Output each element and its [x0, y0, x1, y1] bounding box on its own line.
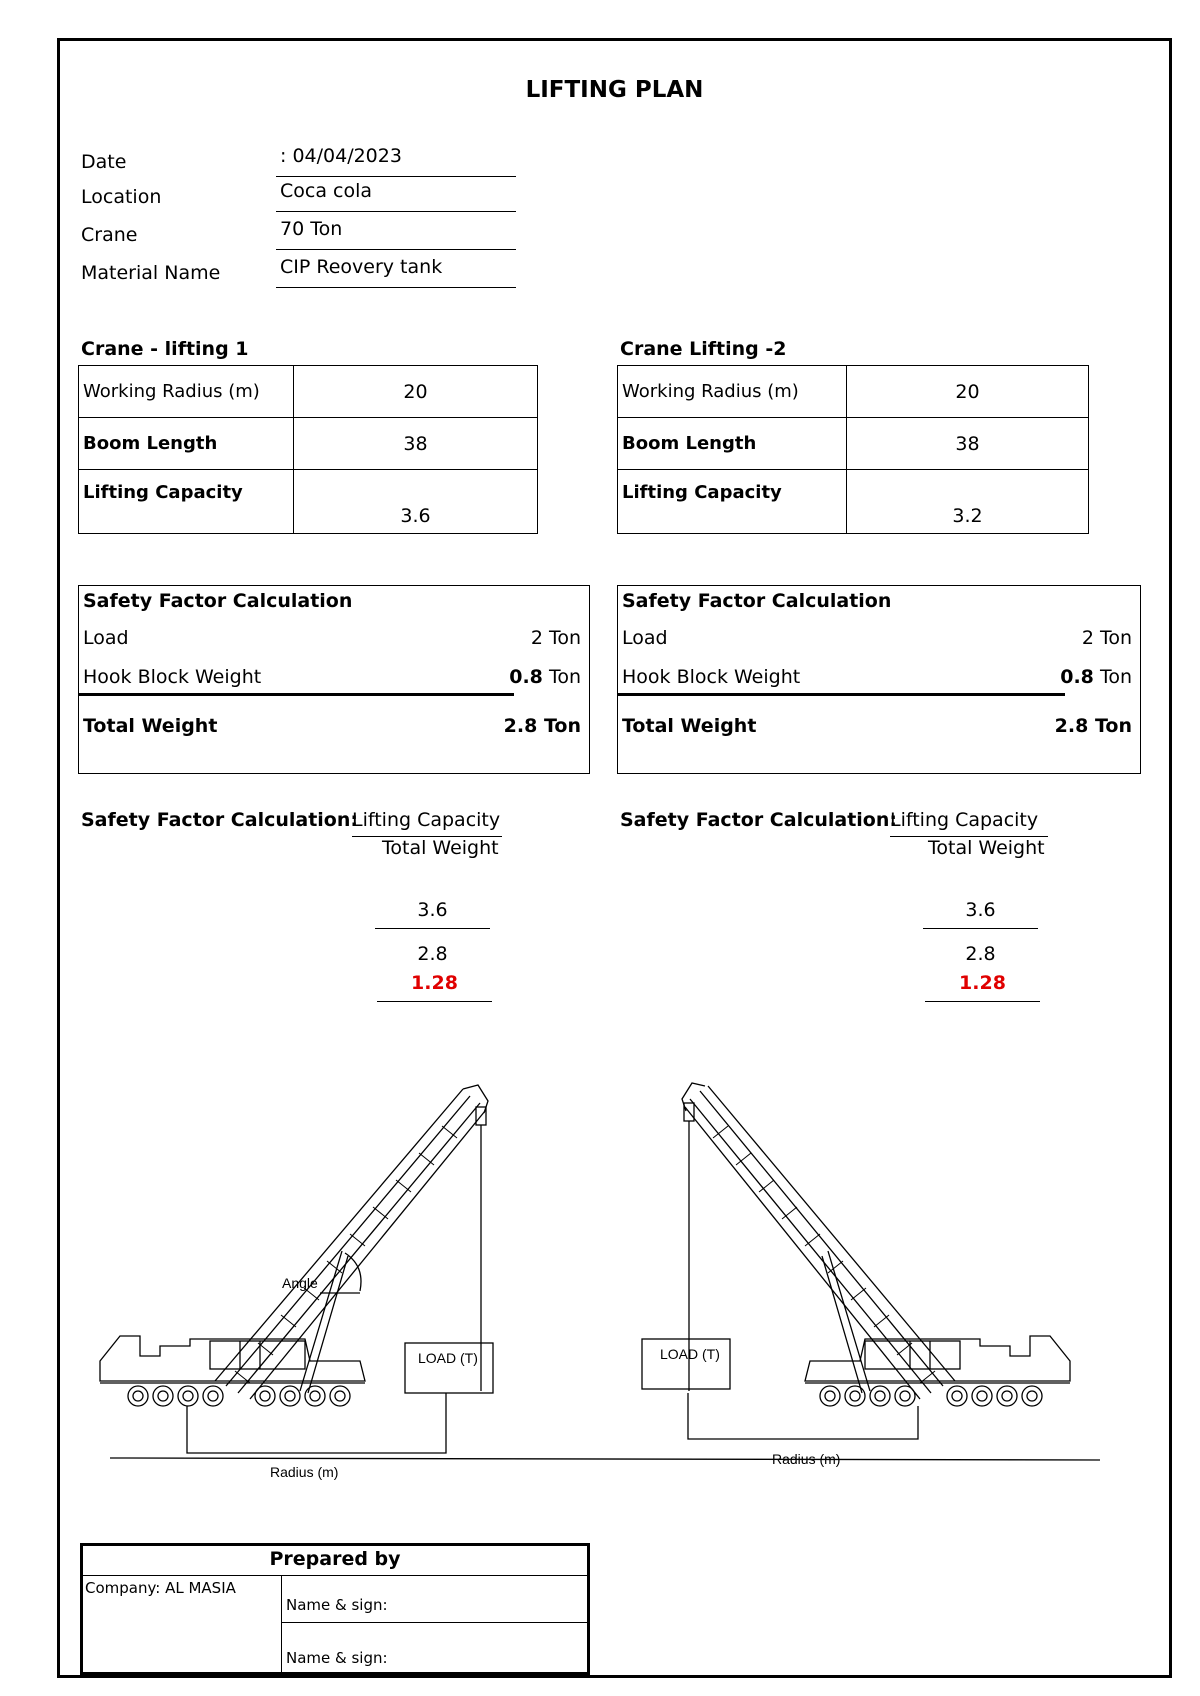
material-label: Material Name [81, 262, 221, 284]
crane1-radius-value: 20 [294, 366, 538, 418]
crane-diagram [60, 1041, 1169, 1541]
sf2-heading: Safety Factor Calculation [622, 590, 892, 612]
calc1-label: Safety Factor Calculation: [81, 809, 358, 831]
left-crane [100, 1085, 493, 1453]
sf2-total-label: Total Weight [622, 715, 757, 737]
table-row [79, 470, 538, 534]
sign-field-1: Name & sign: [286, 1596, 388, 1614]
sf2-load-row [622, 627, 1132, 649]
angle-label: Angle [282, 1275, 318, 1291]
sf1-heading: Safety Factor Calculation [83, 590, 353, 612]
calc2-weight: 2.8 [965, 943, 996, 965]
prepared-by-box [80, 1543, 590, 1675]
right-radius-label: Radius (m) [772, 1451, 841, 1467]
calc2-denominator: Total Weight [928, 837, 1045, 859]
crane1-capacity-value: 3.6 [294, 470, 538, 534]
sf2-sum-rule [618, 693, 1065, 696]
left-radius-label: Radius (m) [270, 1464, 339, 1480]
lifting-plan-page [57, 38, 1172, 1678]
crane1-spec-table [78, 365, 538, 534]
crane2-capacity-value: 3.2 [847, 470, 1089, 534]
sf1-total-value: 2.8 [503, 715, 538, 737]
table-row [618, 470, 1089, 534]
sign-field-2: Name & sign: [286, 1649, 388, 1667]
location-value: Coca cola [276, 180, 516, 212]
crane1-capacity-label: Lifting Capacity [79, 470, 294, 534]
safety-factor-box-2 [617, 585, 1141, 774]
sf2-total-unit: Ton [1094, 715, 1132, 737]
left-radius-dimension [187, 1393, 446, 1453]
calc1-numerator: Lifting Capacity [352, 809, 502, 837]
sf2-load-value: 2 [1081, 627, 1094, 649]
right-crane [642, 1083, 1070, 1439]
crane2-heading: Crane Lifting -2 [620, 338, 787, 360]
calc2-numerator: Lifting Capacity [890, 809, 1048, 837]
prepared-column-divider [281, 1575, 282, 1672]
sf1-load-unit: Ton [548, 627, 581, 649]
crane2-radius-label: Working Radius (m) [618, 366, 847, 418]
table-row [79, 366, 538, 418]
material-value: CIP Reovery tank [276, 256, 516, 288]
date-value: : 04/04/2023 [276, 145, 516, 177]
crane2-spec-table [617, 365, 1089, 534]
prepared-divider [83, 1575, 587, 1576]
prepared-by-heading: Prepared by [269, 1548, 401, 1570]
prepared-sign-divider [281, 1622, 587, 1623]
ground-line [110, 1458, 1100, 1460]
sf2-load-unit: Ton [1099, 627, 1132, 649]
crane-label: Crane [81, 224, 138, 246]
calc1-denominator: Total Weight [382, 837, 499, 859]
table-row [618, 366, 1089, 418]
left-load-label: LOAD (T) [418, 1350, 478, 1366]
crane1-radius-label: Working Radius (m) [79, 366, 294, 418]
table-row [79, 418, 538, 470]
crane1-boom-value: 38 [294, 418, 538, 470]
sf2-total-row [622, 715, 1132, 737]
calc1-weight: 2.8 [417, 943, 448, 965]
calc1-capacity: 3.6 [375, 899, 490, 929]
right-load-label: LOAD (T) [660, 1346, 720, 1362]
calc2-capacity: 3.6 [923, 899, 1038, 929]
sf2-hook-label: Hook Block Weight [622, 666, 801, 688]
sf1-total-label: Total Weight [83, 715, 218, 737]
sf2-load-label: Load [622, 627, 668, 649]
sf2-total-value: 2.8 [1054, 715, 1089, 737]
crane1-heading: Crane - lifting 1 [81, 338, 249, 360]
sf1-hook-value: 0.8 [509, 666, 543, 688]
crane2-radius-value: 20 [847, 366, 1089, 418]
crane-value: 70 Ton [276, 218, 516, 250]
sf1-total-row [83, 715, 581, 737]
sf1-load-row [83, 627, 581, 649]
sf1-hook-label: Hook Block Weight [83, 666, 262, 688]
crane2-boom-label: Boom Length [618, 418, 847, 470]
page-title: LIFTING PLAN [525, 77, 704, 103]
sf1-sum-rule [79, 693, 514, 696]
sf1-hook-row [83, 666, 581, 688]
sf1-hook-unit: Ton [548, 666, 581, 688]
crane1-boom-label: Boom Length [79, 418, 294, 470]
calc2-label: Safety Factor Calculation: [620, 809, 897, 831]
sf2-hook-unit: Ton [1099, 666, 1132, 688]
location-label: Location [81, 186, 162, 208]
calc1-result: 1.28 [377, 972, 492, 1002]
crane2-capacity-label: Lifting Capacity [618, 470, 847, 534]
sf1-total-unit: Ton [543, 715, 581, 737]
sf2-hook-row [622, 666, 1132, 688]
safety-factor-box-1 [78, 585, 590, 774]
sf2-hook-value: 0.8 [1060, 666, 1094, 688]
table-row [618, 418, 1089, 470]
calc2-result: 1.28 [925, 972, 1040, 1002]
company-name: Company: AL MASIA [85, 1579, 236, 1597]
sf1-load-label: Load [83, 627, 129, 649]
sf1-load-value: 2 [530, 627, 543, 649]
crane2-boom-value: 38 [847, 418, 1089, 470]
date-label: Date [81, 151, 127, 173]
